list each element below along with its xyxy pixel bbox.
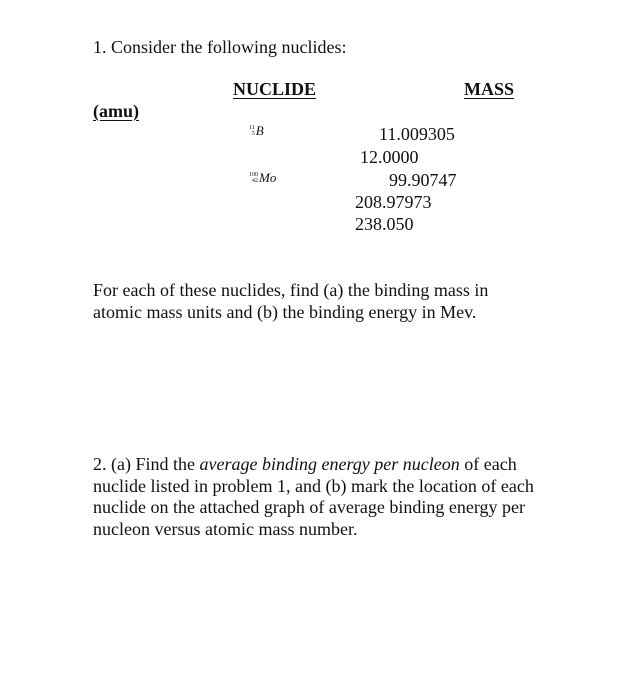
mass-value: 11.009305 <box>379 124 455 144</box>
question-1-instruction: For each of these nuclides, find (a) the binding mass in atomic mass units and (b) the binding energy in Mev. <box>93 280 489 322</box>
mass-column-header: MASS <box>464 79 515 99</box>
atomic-number: 5 <box>251 131 255 137</box>
atomic-number: 42 <box>252 178 258 184</box>
element-symbol: Mo <box>259 170 277 185</box>
question-2-emphasis: average binding energy per nucleon <box>199 454 460 474</box>
mass-number: 11 <box>249 125 255 131</box>
nuclide-column-header: NUCLIDE <box>233 79 317 99</box>
nuclide-symbol-molybdenum <box>249 170 276 186</box>
mass-number: 100 <box>249 172 258 178</box>
question-2-text <box>93 454 538 540</box>
mass-value: 238.050 <box>355 214 414 234</box>
question-2-prefix: 2. (a) Find the <box>93 454 200 474</box>
question-1-intro: 1. Consider the following nuclides: <box>93 37 347 57</box>
mass-value: 208.97973 <box>355 192 432 212</box>
mass-unit-header: (amu) <box>93 101 139 121</box>
mass-value: 12.0000 <box>360 147 419 167</box>
nuclide-symbol-boron <box>249 123 264 139</box>
question-2-suffix: of each nuclide listed in problem 1, and (b) mark the location of each nuclide on the attached graph of average binding energy per nucleon versus atomic mass number. <box>93 454 534 539</box>
element-symbol: B <box>255 123 264 138</box>
mass-value: 99.90747 <box>389 170 457 190</box>
